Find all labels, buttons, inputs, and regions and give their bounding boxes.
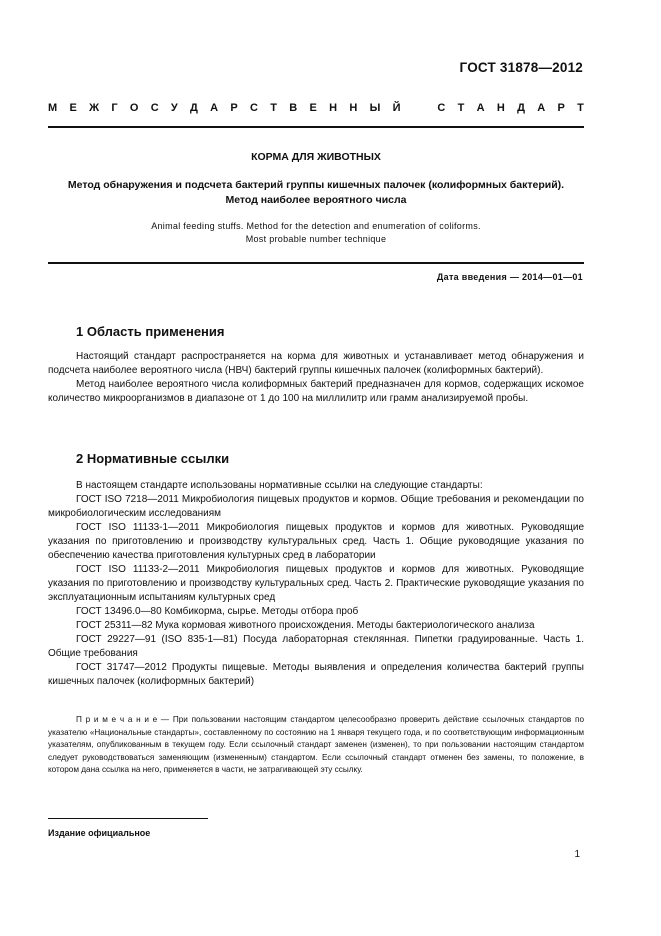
banner-letter: В bbox=[289, 102, 298, 114]
subtitle-line: Метод наиболее вероятного числа bbox=[225, 194, 407, 206]
note-label: П р и м е ч а н и е — bbox=[76, 715, 173, 724]
banner-letter: Ж bbox=[89, 102, 100, 114]
english-title bbox=[48, 220, 584, 245]
banner-letter: Е bbox=[69, 102, 77, 114]
reference-item: ГОСТ ISO 11133-2—2011 Микробиология пищевых продуктов и кормов для животных. Руководящие указания по приготовлению и производству культуральных сред. Часть 2. Практические руководящие указания по эксплуатационным испытаниям культурных сред bbox=[48, 564, 584, 603]
reference-item: ГОСТ 13496.0—80 Комбикорма, сырье. Методы отбора проб bbox=[76, 606, 359, 617]
banner-letter: Т bbox=[270, 102, 277, 114]
banner-letter: А bbox=[537, 102, 546, 114]
banner-letter: С bbox=[150, 102, 159, 114]
banner-letter: Д bbox=[517, 102, 525, 114]
note-text: При пользовании настоящим стандартом целесообразно проверить действие ссылочных стандартов по указателю «Национальные стандарты», составленному по состоянию на 1 января текущего года, и по соответствующим информационным указателям, опубликованным в текущем году. Если ссылочный стандарт заменен (изменен), то при пользовании настоящим стандартом следует руководствоваться заменяющим (измененным) стандартом. Если ссылочный стандарт отменен без замены, то положение, в котором дана ссылка на него, применяется в части, не затрагивающей эту ссылку. bbox=[48, 715, 584, 774]
banner-letter: У bbox=[170, 102, 178, 114]
header-divider bbox=[48, 126, 584, 128]
banner-letter: Н bbox=[496, 102, 505, 114]
reference-item: ГОСТ 29227—91 (ISO 835-1—81) Посуда лабораторная стеклянная. Пипетки градуированные. Часть 1. Общие требования bbox=[48, 634, 584, 659]
footer-divider bbox=[48, 818, 208, 819]
interstate-standard-banner bbox=[48, 102, 584, 114]
document-title: КОРМА ДЛЯ ЖИВОТНЫХ bbox=[251, 151, 381, 163]
banner-letter: Р bbox=[557, 102, 565, 114]
banner-letter: О bbox=[129, 102, 139, 114]
note-block bbox=[48, 714, 584, 777]
banner-letter: Г bbox=[111, 102, 118, 114]
reference-item: ГОСТ 25311—82 Мука кормовая животного происхождения. Методы бактериологического анализа bbox=[76, 620, 535, 631]
paragraph: В настоящем стандарте использованы нормативные ссылки на следующие стандарты: bbox=[76, 480, 483, 491]
banner-letter: М bbox=[48, 102, 58, 114]
section-1-heading: 1 Область применения bbox=[76, 324, 225, 339]
paragraph: Метод наиболее вероятного числа колиформных бактерий предназначен для кормов, содержащих искомое количество микроорганизмов в диапазоне от 1 до 100 на миллилитр или грамм анализируемой пробы. bbox=[48, 379, 584, 404]
section-1-body bbox=[48, 350, 584, 406]
banner-letter: С bbox=[437, 102, 446, 114]
banner-letter: Й bbox=[392, 102, 401, 114]
reference-item: ГОСТ ISO 7218—2011 Микробиология пищевых продуктов и кормов. Общие требования и рекомендации по микробиологическим исследованиям bbox=[48, 494, 584, 519]
title-divider bbox=[48, 262, 584, 264]
banner-letter: А bbox=[210, 102, 219, 114]
banner-letter: Т bbox=[457, 102, 465, 114]
banner-letter: А bbox=[476, 102, 485, 114]
introduction-date: Дата введения — 2014—01—01 bbox=[436, 272, 583, 282]
english-title-line: Most probable number technique bbox=[245, 233, 387, 244]
page-number: 1 bbox=[574, 849, 580, 860]
banner-letter: Е bbox=[309, 102, 317, 114]
banner-letter: Н bbox=[349, 102, 358, 114]
edition-label: Издание официальное bbox=[48, 828, 151, 838]
paragraph: Настоящий стандарт распространяется на корма для животных и устанавливает метод обнаружения и подсчета наиболее вероятного числа (НВЧ) бактерий группы кишечных палочек (колиформных бактерий). bbox=[48, 351, 584, 376]
banner-letter: С bbox=[250, 102, 258, 114]
banner-letter: Т bbox=[577, 102, 584, 114]
reference-item: ГОСТ ISO 11133-1—2011 Микробиология пищевых продуктов и кормов для животных. Руководящие указания по приготовлению и производству культуральных сред. Часть 1. Общие руководящие указания по обеспечению качества приготовления культурных сред в лаборатории bbox=[48, 522, 584, 561]
section-2-heading: 2 Нормативные ссылки bbox=[76, 451, 230, 466]
banner-letter: Ы bbox=[369, 102, 381, 114]
document-subtitle bbox=[48, 178, 584, 208]
section-2-body bbox=[48, 479, 584, 689]
gost-code: ГОСТ 31878—2012 bbox=[459, 60, 583, 75]
english-title-line: Animal feeding stuffs. Method for the detection and enumeration of coliforms. bbox=[151, 221, 481, 231]
subtitle-line: Метод обнаружения и подсчета бактерий группы кишечных палочек (колиформных бактерий). bbox=[67, 179, 565, 191]
banner-letter: Н bbox=[329, 102, 338, 114]
reference-item: ГОСТ 31747—2012 Продукты пищевые. Методы выявления и определения количества бактерий группы кишечных палочек (колиформных бактерий) bbox=[48, 662, 584, 687]
note-paragraph bbox=[48, 714, 584, 777]
banner-letter: Р bbox=[230, 102, 238, 114]
banner-letter: Д bbox=[190, 102, 198, 114]
